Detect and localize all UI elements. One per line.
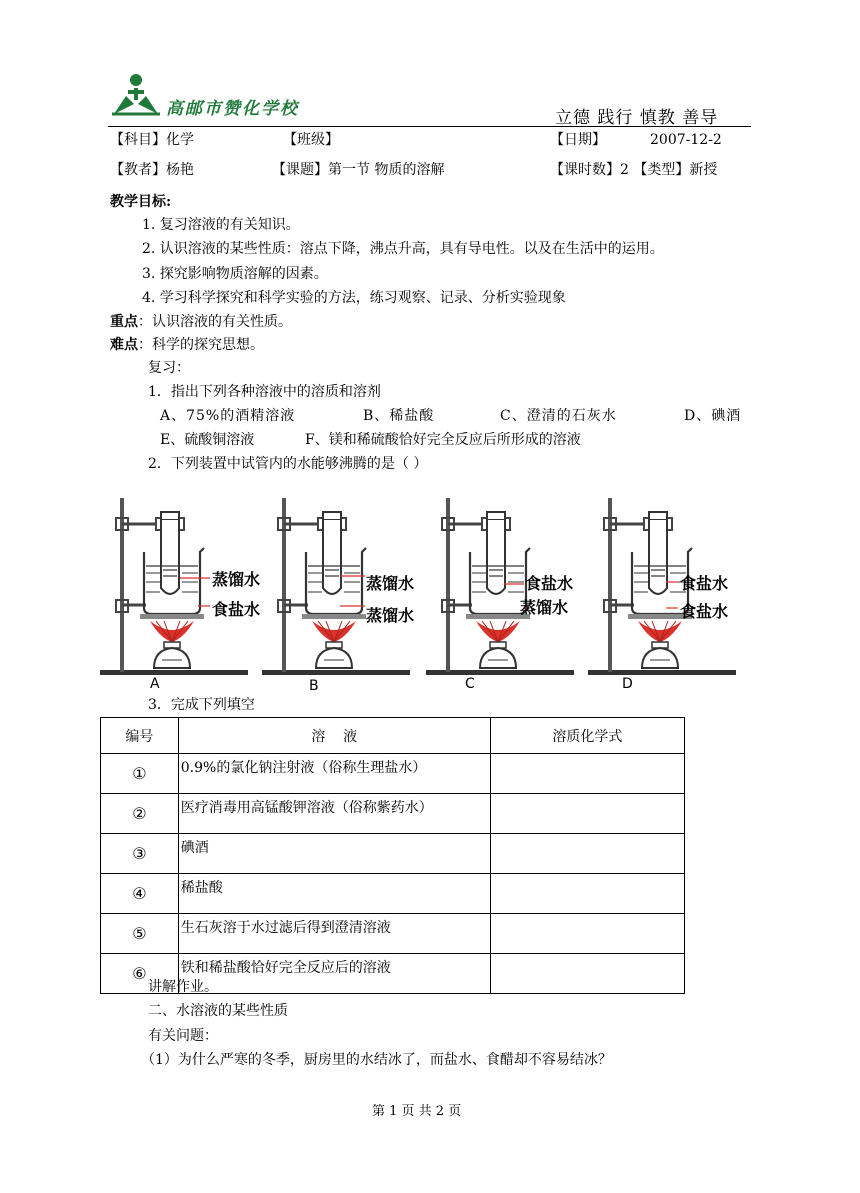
header-formula: 溶质化学式: [490, 718, 684, 754]
apparatus-figure: [100, 490, 760, 695]
school-logo: [108, 70, 164, 118]
apparatus-d-bottom-label: 食盐水: [680, 602, 729, 621]
apparatus-d-top-label: 食盐水: [680, 574, 729, 593]
row-number: ②: [101, 794, 179, 834]
q1-option: D、碘酒: [684, 408, 742, 424]
apparatus-letter-a: A: [150, 676, 160, 692]
review-q2: 2．下列装置中试管内的水能够沸腾的是（ ）: [148, 456, 428, 472]
subject-label: 【科目】化学: [110, 132, 194, 148]
homework-note: 讲解作业。: [148, 979, 218, 995]
table-header-row: [101, 718, 685, 754]
difficulty-text: ：科学的探究思想。: [138, 337, 264, 353]
school-name: 高邮市赞化学校: [166, 99, 299, 119]
q1-option: F、镁和稀硫酸恰好完全反应后所形成的溶液: [305, 432, 581, 448]
question-1: （1）为什么严寒的冬季，厨房里的水结冰了，而盐水、食醋却不容易结冰？: [141, 1052, 612, 1068]
q1-option: B、稀盐酸: [363, 408, 435, 424]
apparatus-letter-d: D: [622, 676, 633, 692]
apparatus-letter-c: C: [465, 676, 475, 692]
header-solution: 溶 液: [178, 718, 490, 754]
apparatus-c-top-label: 食盐水: [525, 574, 574, 593]
fill-in-table: [100, 717, 685, 994]
row-formula-cell[interactable]: [490, 954, 684, 994]
table-row: [101, 874, 685, 914]
page-footer: 第 1 页 共 2 页: [372, 1104, 462, 1119]
key-point: [110, 312, 292, 332]
section-2-title: 二、水溶液的某些性质: [148, 1003, 288, 1019]
row-formula-cell[interactable]: [490, 914, 684, 954]
q1-option: E、硫酸铜溶液: [160, 432, 255, 448]
objective-item: 1. 复习溶液的有关知识。: [142, 217, 300, 233]
header-number: 编号: [101, 718, 179, 754]
q1-option: C、澄清的石灰水: [500, 408, 617, 424]
hours-type-label: 【课时数】2 【类型】新授: [550, 162, 718, 178]
apparatus-b-bottom-label: 蒸馏水: [366, 606, 415, 625]
row-solution: 碘酒: [178, 834, 490, 874]
teacher-label: 【教者】杨艳: [110, 162, 194, 178]
table-row: [101, 754, 685, 794]
row-number: ①: [101, 754, 179, 794]
review-q3: 3．完成下列填空: [148, 697, 255, 713]
review-q1: 1．指出下列各种溶液中的溶质和溶剂: [148, 384, 381, 400]
date-value: 2007-12-2: [650, 132, 722, 148]
difficulty-label: 难点: [110, 337, 138, 353]
difficulty: [110, 335, 264, 355]
apparatus-a-top-label: 蒸馏水: [212, 570, 261, 589]
apparatus-letter-b: B: [309, 678, 319, 694]
objectives-title: 教学目标:: [110, 194, 172, 210]
school-motto: 立德 践行 慎教 善导: [555, 108, 719, 128]
class-label: 【班级】: [283, 132, 339, 148]
row-number: ③: [101, 834, 179, 874]
row-formula-cell[interactable]: [490, 794, 684, 834]
table-row: [101, 914, 685, 954]
apparatus-b-top-label: 蒸馏水: [366, 574, 415, 593]
row-formula-cell[interactable]: [490, 834, 684, 874]
review-title: 复习：: [148, 360, 190, 376]
row-formula-cell[interactable]: [490, 874, 684, 914]
related-questions-label: 有关问题：: [148, 1028, 218, 1044]
topic-label: 【课题】第一节 物质的溶解: [272, 162, 445, 178]
objective-item: 4. 学习科学探究和科学实验的方法，练习观察、记录、分析实验现象: [142, 290, 566, 306]
apparatus-a-bottom-label: 食盐水: [212, 600, 261, 619]
row-number: ⑤: [101, 914, 179, 954]
header-rule: [108, 126, 751, 127]
row-solution: 生石灰溶于水过滤后得到澄清溶液: [178, 914, 490, 954]
row-solution: 稀盐酸: [178, 874, 490, 914]
key-point-text: ：认识溶液的有关性质。: [138, 314, 292, 330]
date-label: 【日期】: [550, 132, 606, 148]
row-number: ④: [101, 874, 179, 914]
objective-item: 2. 认识溶液的某些性质：溶点下降，沸点升高，具有导电性。以及在生活中的运用。: [142, 241, 664, 257]
row-number: ⑥: [101, 954, 179, 994]
key-point-label: 重点: [110, 314, 138, 330]
row-formula-cell[interactable]: [490, 754, 684, 794]
apparatus-c-bottom-label: 蒸馏水: [520, 598, 569, 617]
row-solution: 铁和稀盐酸恰好完全反应后的溶液: [178, 954, 490, 994]
table-row: [101, 794, 685, 834]
table-row: [101, 834, 685, 874]
row-solution: 0.9%的氯化钠注射液（俗称生理盐水）: [178, 754, 490, 794]
row-solution: 医疗消毒用高锰酸钾溶液（俗称紫药水）: [178, 794, 490, 834]
objective-item: 3. 探究影响物质溶解的因素。: [142, 266, 328, 282]
q1-option: A、75%的酒精溶液: [160, 408, 296, 424]
